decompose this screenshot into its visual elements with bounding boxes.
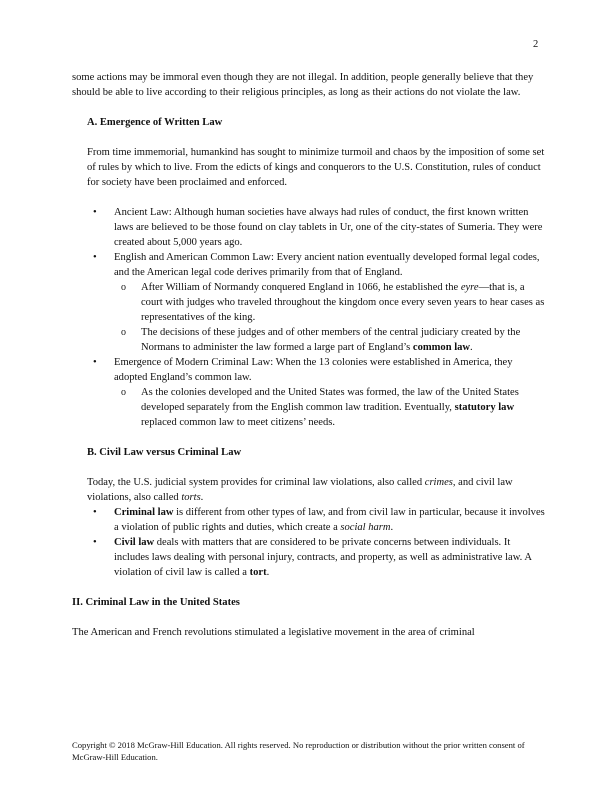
sub-text: . bbox=[470, 342, 473, 353]
emphasis-eyre: eyre bbox=[460, 282, 479, 293]
document-body bbox=[72, 70, 546, 640]
sub-item-statutory-law bbox=[114, 385, 546, 430]
bullet-civil-law bbox=[87, 535, 546, 580]
sub-item-eyre bbox=[114, 280, 546, 325]
bullet-text: . bbox=[390, 522, 394, 533]
bullet-text: . bbox=[266, 567, 270, 578]
section-b-heading: B. Civil Law versus Criminal Law bbox=[87, 447, 242, 458]
sub-list-modern-law bbox=[114, 385, 546, 430]
bullet-criminal-law bbox=[87, 505, 546, 535]
section-ii-heading: II. Criminal Law in the United States bbox=[72, 597, 240, 608]
bold-common-law: common law bbox=[412, 342, 471, 353]
section-a-heading: A. Emergence of Written Law bbox=[87, 117, 223, 128]
bullet-ancient-law bbox=[87, 205, 546, 250]
bold-civil-law: Civil law bbox=[114, 537, 155, 548]
sub-list-common-law bbox=[114, 280, 546, 355]
copyright-footer: Copyright © 2018 McGraw-Hill Education. All rights reserved. No reproduction or distribution without the prior written consent of McGraw-Hill Education. bbox=[72, 740, 525, 762]
bullet-text: English and American Common Law: Every ancient nation eventually developed formal legal codes, and the American legal code derives primarily from that of England. bbox=[114, 252, 540, 278]
section-a-paragraph: From time immemorial, humankind has sought to minimize turmoil and chaos by the imposition of some set of rules by which to live. From the edicts of kings and conquerors to the U.S. Constitution, rules of conduct for society have been proclaimed and enforced. bbox=[87, 147, 545, 188]
sub-item-common-law bbox=[114, 325, 546, 355]
sub-text: After William of Normandy conquered England in 1066, he established the bbox=[141, 282, 461, 293]
section-ii-paragraph: The American and French revolutions stimulated a legislative movement in the area of criminal bbox=[72, 627, 475, 638]
bold-statutory-law: statutory law bbox=[454, 402, 515, 413]
bold-tort: tort bbox=[249, 567, 267, 578]
sub-text: replaced common law to meet citizens’ needs. bbox=[141, 417, 335, 428]
sub-text: As the colonies developed and the United States was formed, the law of the United States developed separately from the English common law tradition. Eventually, bbox=[141, 387, 519, 413]
paragraph-text: . bbox=[200, 492, 204, 503]
bullet-text: is different from other types of law, and from civil law in particular, because it involves a violation of public rights and duties, which create a bbox=[114, 507, 545, 533]
bullet-text: deals with matters that are considered to be private concerns between individuals. It includes laws dealing with personal injury, contracts, and property, as well as administrative law. A violation of civil law is called a bbox=[114, 537, 532, 578]
bullet-text: Ancient Law: Although human societies have always had rules of conduct, the first known written laws are believed to be those found on clay tablets in Ur, one of the city-states of Sumeria. They were created about 5,000 years ago. bbox=[114, 207, 543, 248]
emphasis-social-harm: social harm bbox=[340, 522, 391, 533]
section-b-bullet-list bbox=[87, 505, 546, 580]
section-a-bullet-list bbox=[87, 205, 546, 430]
bold-criminal-law: Criminal law bbox=[114, 507, 174, 518]
intro-paragraph: some actions may be immoral even though they are not illegal. In addition, people generally believe that they should be able to live according to their religious principles, as long as their actions do not violate the law. bbox=[72, 72, 534, 98]
bullet-common-law bbox=[87, 250, 546, 355]
emphasis-crimes: crimes bbox=[424, 477, 453, 488]
paragraph-text: , and civil law violations, also called bbox=[87, 477, 513, 503]
emphasis-torts: torts bbox=[181, 492, 201, 503]
section-b-paragraph bbox=[87, 475, 546, 505]
bullet-modern-criminal-law bbox=[87, 355, 546, 430]
page-number: 2 bbox=[533, 39, 539, 50]
paragraph-text: Today, the U.S. judicial system provides for criminal law violations, also called bbox=[87, 477, 425, 488]
sub-text: —that is, a court with judges who traveled throughout the kingdom once every seven years to hear cases as representatives of the king. bbox=[141, 282, 545, 323]
bullet-text: Emergence of Modern Criminal Law: When the 13 colonies were established in America, they adopted England’s common law. bbox=[114, 357, 513, 383]
sub-text: The decisions of these judges and of other members of the central judiciary created by the Normans to administer the law formed a large part of England’s bbox=[141, 327, 521, 353]
